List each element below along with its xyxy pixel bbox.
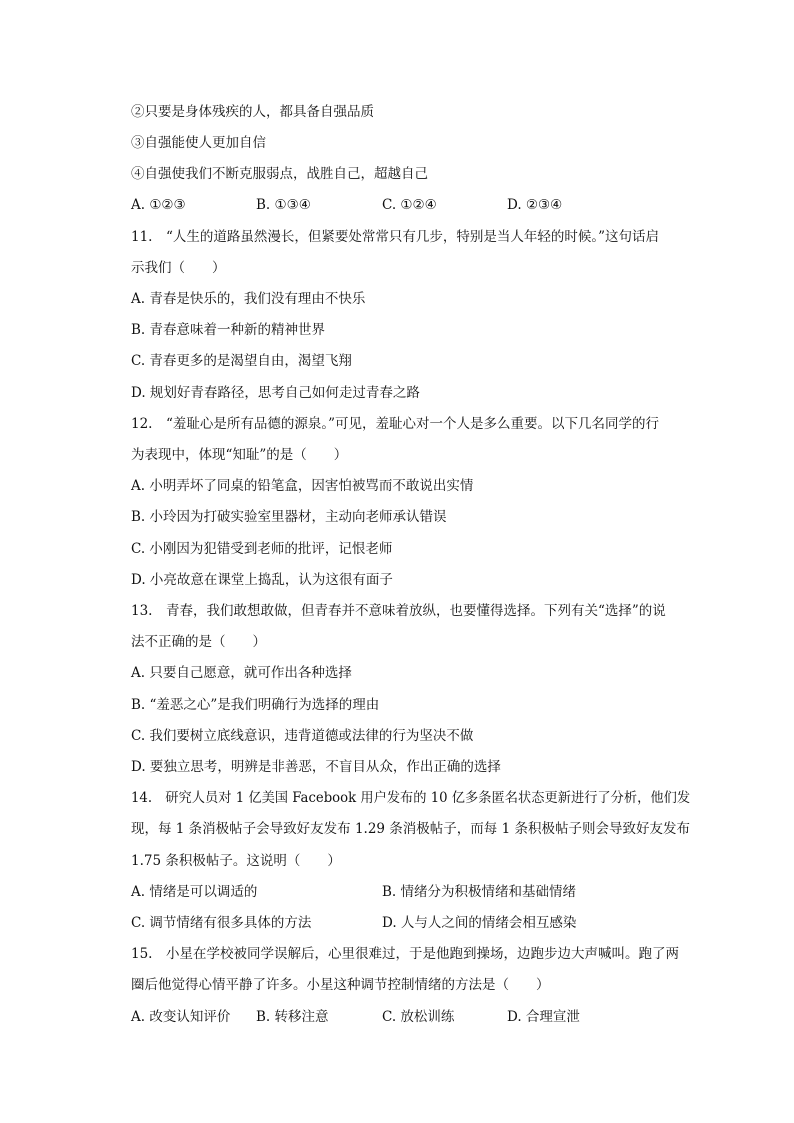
q10-option-d: D. ②③④ [507, 197, 563, 213]
q11-option-b: B. 青春意味着一种新的精神世界 [131, 322, 326, 338]
q10-option-b: B. ①③④ [256, 197, 311, 213]
q14-option-b: B. 情绪分为积极情绪和基础情绪 [382, 884, 577, 900]
q11-option-c: C. 青春更多的是渴望自由，渴望飞翔 [131, 353, 352, 369]
q11-stem-line1: 11. “人生的道路虽然漫长，但紧要处常常只有几步，特别是当人年轻的时候。”这句话启 [131, 229, 660, 245]
q13-stem-line2: 法不正确的是（ ） [131, 634, 266, 650]
q15-stem-line1: 15. 小星在学校被同学误解后，心里很难过，于是他跑到操场，边跑步边大声喊叫。跑了两 [131, 946, 679, 962]
q10-option-c: C. ①②④ [382, 197, 437, 213]
q14-stem-line3: 1.75 条积极帖子。这说明（ ） [131, 853, 341, 869]
q10-option-a: A. ①②③ [131, 197, 186, 213]
q12-option-b: B. 小玲因为打破实验室里器材，主动向老师承认错误 [131, 509, 447, 525]
q15-stem-line2: 圈后他觉得心情平静了许多。小星这种调节控制情绪的方法是（ ） [131, 977, 550, 993]
statement-4: ④自强使我们不断克服弱点，战胜自己，超越自己 [131, 166, 428, 182]
q12-stem-line1: 12. “羞耻心是所有品德的源泉。”可见，羞耻心对一个人是多么重要。以下几名同学的行 [131, 416, 660, 432]
q15-option-d: D. 合理宣泄 [507, 1009, 580, 1025]
q14-option-a: A. 情绪是可以调适的 [131, 884, 258, 900]
q15-option-c: C. 放松训练 [382, 1009, 455, 1025]
q14-stem-line1: 14. 研究人员对 1 亿美国 Facebook 用户发布的 10 亿多条匿名状态更新进行了分析，他们发 [131, 790, 691, 806]
q12-option-c: C. 小刚因为犯错受到老师的批评，记恨老师 [131, 541, 393, 557]
q14-stem-line2: 现，每 1 条消极帖子会导致好友发布 1.29 条消极帖子，而每 1 条积极帖子则会导致好友发布 [131, 821, 690, 837]
q12-option-a: A. 小明弄坏了同桌的铅笔盒，因害怕被骂而不敢说出实情 [131, 478, 474, 494]
q14-option-c: C. 调节情绪有很多具体的方法 [131, 915, 312, 931]
q11-option-d: D. 规划好青春路径，思考自己如何走过青春之路 [131, 385, 420, 401]
q15-option-a: A. 改变认知评价 [131, 1009, 231, 1025]
q13-option-a: A. 只要自己愿意，就可作出各种选择 [131, 665, 352, 681]
q11-option-a: A. 青春是快乐的，我们没有理由不快乐 [131, 291, 366, 307]
q15-option-b: B. 转移注意 [256, 1009, 329, 1025]
statement-2: ②只要是身体残疾的人，都具备自强品质 [131, 104, 374, 120]
q12-option-d: D. 小亮故意在课堂上捣乱，认为这很有面子 [131, 572, 393, 588]
statement-3: ③自强能使人更加自信 [131, 135, 266, 151]
q12-stem-line2: 为表现中，体现“知耻”的是（ ） [131, 447, 348, 463]
q14-option-d: D. 人与人之间的情绪会相互感染 [382, 915, 577, 931]
q13-option-c: C. 我们要树立底线意识，违背道德或法律的行为坚决不做 [131, 728, 474, 744]
q13-option-d: D. 要独立思考，明辨是非善恶，不盲目从众，作出正确的选择 [131, 759, 501, 775]
q13-option-b: B. “羞恶之心”是我们明确行为选择的理由 [131, 697, 380, 713]
q11-stem-line2: 示我们（ ） [131, 260, 226, 276]
q13-stem-line1: 13. 青春，我们敢想敢做，但青春并不意味着放纵，也要懂得选择。下列有关“选择”的说 [131, 603, 666, 619]
